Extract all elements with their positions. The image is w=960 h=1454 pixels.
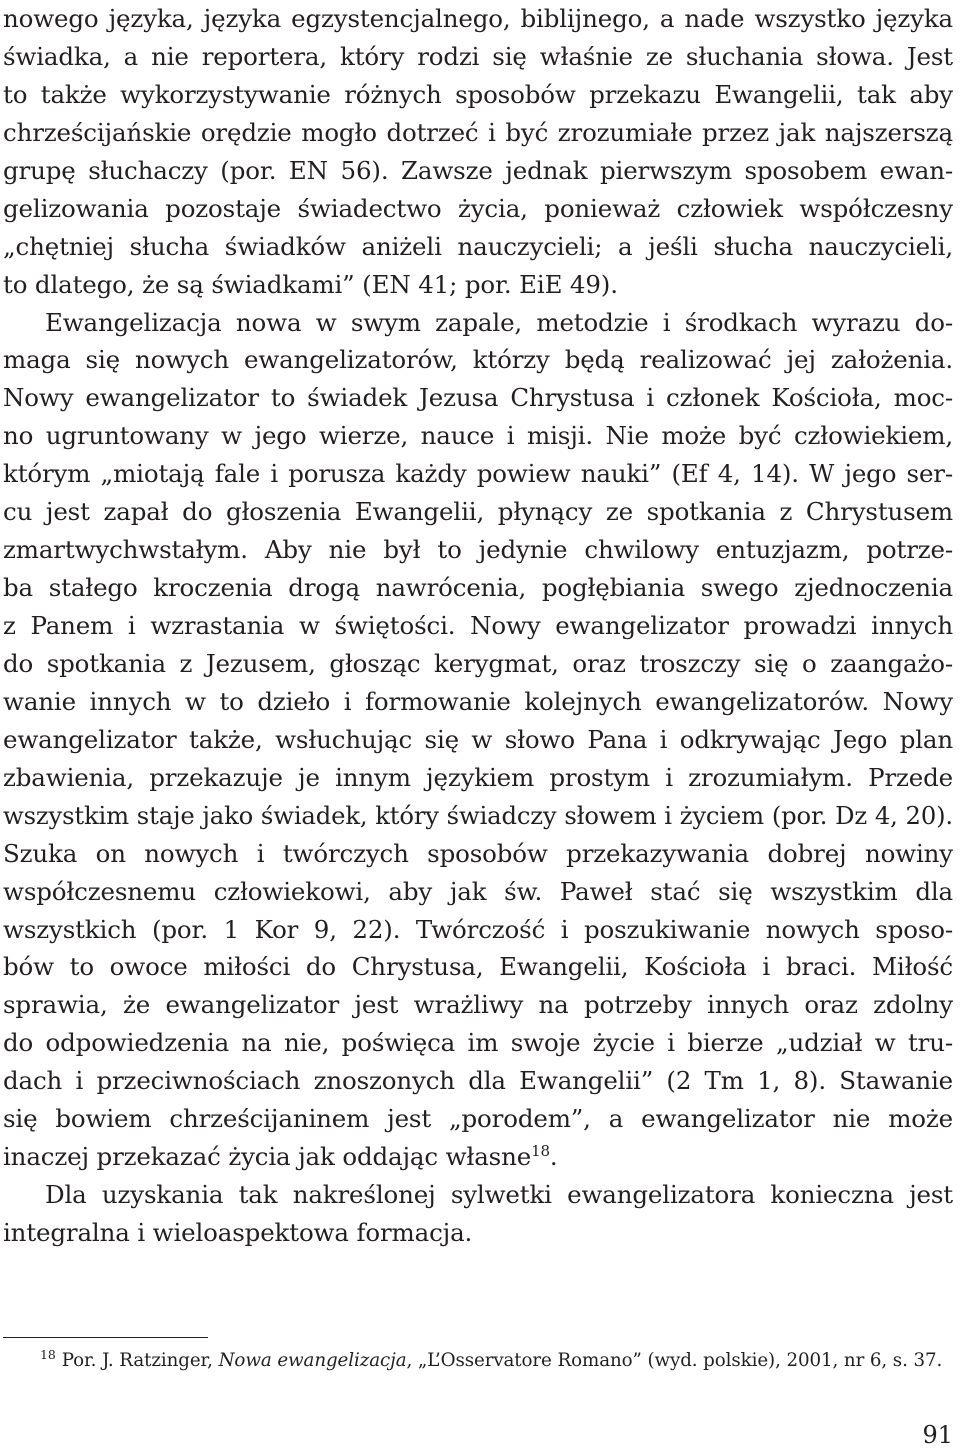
text-line: ba stałego kroczenia drogą nawrócenia, pogłębiania swego zjednoczenia (3, 573, 953, 603)
text-line: zbawienia, przekazuje je innym językiem prostym i zrozumiałym. Przede (3, 762, 953, 792)
text-line: sprawia, że ewangelizator jest wrażliwy na potrzeby innych oraz zdolny (3, 990, 953, 1020)
text-line: wszystkim staje jako świadek, który świadczy słowem i życiem (por. Dz 4, 20). (3, 800, 953, 830)
footnote-text-suffix: , „L’Osservatore Romano” (wyd. polskie), 2001, nr 6, s. 37. (406, 1350, 943, 1371)
text-line: do spotkania z Jezusem, głosząc kerygmat, oraz troszczy się o zaangażo- (3, 648, 953, 678)
footnote (40, 1346, 953, 1376)
text-line: Ewangelizacja nowa w swym zapale, metodzie i środkach wyrazu do- (45, 307, 953, 337)
text-line: do odpowiedzenia na nie, poświęca im swoje życie i bierze „udział w tru- (3, 1028, 953, 1058)
text-line: grupę słuchaczy (por. EN 56). Zawsze jednak pierwszym sposobem ewan- (3, 155, 953, 185)
text-line: chrześcijańskie orędzie mogło dotrzeć i być zrozumiałe przez jak najszerszą (3, 117, 953, 147)
text-line: „chętniej słucha świadków aniżeli nauczycieli; a jeśli słucha nauczycieli, (3, 231, 953, 261)
text-line: dach i przeciwnościach znoszonych dla Ewangelii” (2 Tm 1, 8). Stawanie (3, 1066, 953, 1096)
text-line: maga się nowych ewangelizatorów, którzy będą realizować jej założenia. (3, 345, 953, 375)
text-line: no ugruntowany w jego wierze, nauce i misji. Nie może być człowiekiem, (3, 421, 953, 451)
text-line: Dla uzyskania tak nakreślonej sylwetki ewangelizatora konieczna jest (45, 1180, 953, 1210)
text-line: Nowy ewangelizator to świadek Jezusa Chrystusa i członek Kościoła, moc- (3, 383, 953, 413)
sentence-end-punctuation: . (549, 1142, 558, 1172)
text-line: współczesnemu człowiekowi, aby jak św. Paweł stać się wszystkim dla (3, 876, 953, 906)
body-text (3, 0, 953, 1252)
footnote-text-prefix: Por. J. Ratzinger, (61, 1350, 219, 1371)
text-line-with-footnote-ref (3, 1138, 953, 1176)
footnote-reference[interactable]: 18 (531, 1142, 550, 1161)
text-line: to także wykorzystywanie różnych sposobów przekazu Ewangelii, tak aby (3, 79, 953, 109)
text-line: z Panem i wzrastania w świętości. Nowy ewangelizator prowadzi innych (3, 611, 953, 640)
text-line: integralna i wieloaspektowa formacja. (3, 1218, 473, 1247)
text-line: Szuka on nowych i twórczych sposobów przekazywania dobrej nowiny (3, 838, 953, 868)
text-line: którym „miotają fale i porusza każdy powiew nauki” (Ef 4, 14). W jego ser- (3, 459, 953, 489)
footnote-number: 18 (40, 1347, 56, 1362)
footnote-cited-title: Nowa ewangelizacja (218, 1350, 407, 1371)
text-line: cu jest zapał do głoszenia Ewangelii, płynący ze spotkania z Chrystusem (3, 497, 953, 527)
text-line-content: inaczej przekazać życia jak oddając własne (3, 1142, 532, 1172)
text-line: wszystkich (por. 1 Kor 9, 22). Twórczość i poszukiwanie nowych sposo- (3, 914, 953, 944)
text-line: gelizowania pozostaje świadectwo życia, ponieważ człowiek współczesny (3, 193, 953, 223)
footnote-divider (3, 1337, 208, 1338)
text-line: bów to owoce miłości do Chrystusa, Ewangelii, Kościoła i braci. Miłość (3, 952, 953, 982)
page-number: 91 (922, 1421, 953, 1449)
text-line: zmartwychwstałym. Aby nie był to jedynie chwilowy entuzjazm, potrze- (3, 535, 953, 565)
text-line: się bowiem chrześcijaninem jest „porodem”, a ewangelizator nie może (3, 1104, 953, 1134)
text-line: ewangelizator także, wsłuchując się w słowo Pana i odkrywając Jego plan (3, 724, 953, 754)
text-line: to dlatego, że są świadkami” (EN 41; por. EiE 49). (3, 269, 618, 299)
text-line: nowego języka, języka egzystencjalnego, biblijnego, a nade wszystko języka (3, 4, 953, 33)
text-line: wanie innych w to dzieło i formowanie kolejnych ewangelizatorów. Nowy (3, 686, 953, 716)
text-line: świadka, a nie reportera, który rodzi się właśnie ze słuchania słowa. Jest (3, 41, 953, 71)
